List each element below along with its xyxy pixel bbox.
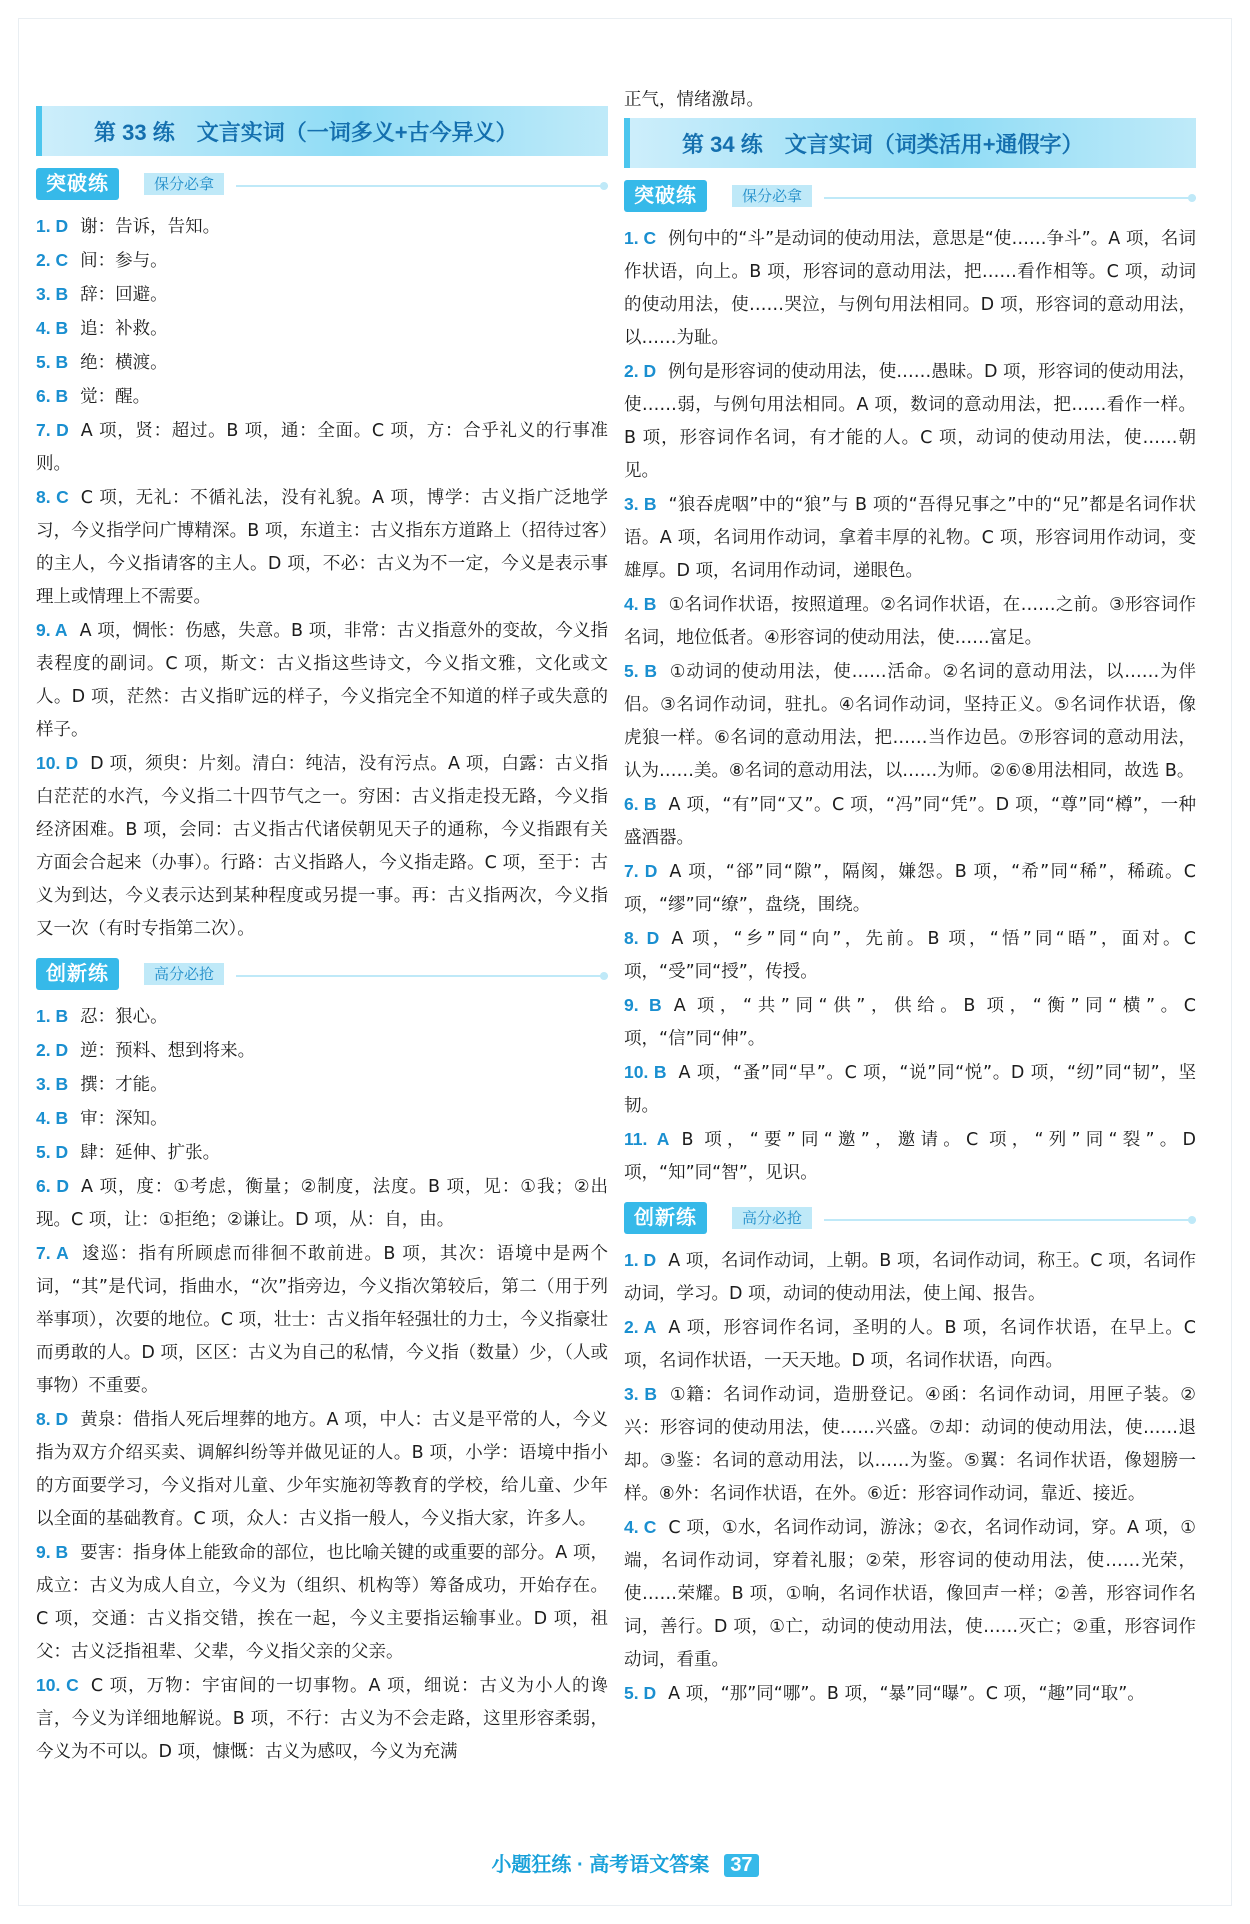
answer-item [36, 614, 608, 747]
answer-item [36, 380, 608, 414]
answer-explanation: 辞：回避。 [80, 285, 168, 305]
answer-item [36, 1000, 608, 1034]
answer-explanation: A 项，度：①考虑，衡量；②制度，法度。B 项，见：①我；②出现。C 项，让：①拒绝；②谦让。D 项，从：自，由。 [36, 1177, 608, 1230]
answer-number: 9. B [36, 1542, 69, 1562]
practice-33-title: 第 33 练 文言实词（一词多义+古今异义） [94, 120, 518, 145]
answer-number: 2. D [36, 1040, 69, 1060]
answer-number: 7. D [624, 861, 658, 881]
answer-number: 5. D [624, 1683, 657, 1703]
answer-explanation: ①动词的使动用法，使……活命。②名词的意动用法，以……为伴侣。③名词作动词，驻扎。④名词作动词，坚持正义。⑤名词作状语，像虎狼一样。⑥名词的意动用法，把……当作边邑。⑦形容词的意动用法，认为……美。⑧名词的意动用法，以……为师。②⑥⑧用法相同，故选 B。 [624, 662, 1196, 781]
answer-explanation: 绝：横渡。 [80, 353, 168, 373]
answer-number: 3. B [624, 494, 657, 514]
answer-item [624, 1056, 1196, 1123]
breakthrough-section-header [36, 168, 608, 202]
answer-item [624, 788, 1196, 855]
answer-item [624, 1677, 1196, 1711]
answer-explanation: 黄泉：借指人死后埋葬的地方。A 项，中人：古义是平常的人，今义指为双方介绍买卖、调解纠纷等并做见证的人。B 项，小学：语境中指小的方面要学习，今义指对儿童、少年实施初等教育的学校，给儿童、少年以全面的基础教育。C 项，众人：古义指一般人，今义指大家，许多人。 [36, 1410, 608, 1529]
divider-line [824, 1219, 1196, 1221]
answer-explanation: B 项，“要”同“邀”，邀请。C 项，“列”同“裂”。D 项，“知”同“智”，见识。 [624, 1130, 1197, 1183]
answer-number: 3. B [36, 1074, 69, 1094]
page-footer [0, 1848, 1250, 1888]
answer-number: 10. D [36, 753, 79, 773]
divider-dot [600, 182, 608, 190]
answer-explanation: ①名词作状语，按照道理。②名词作状语，在……之前。③形容词作名词，地位低者。④形容词的使动用法，使……富足。 [624, 595, 1196, 648]
answer-explanation: 间：参与。 [80, 251, 168, 271]
answer-explanation: D 项，须臾：片刻。清白：纯洁，没有污点。A 项，白露：古义指白茫茫的水汽，今义指二十四节气之一。穷困：古义指走投无路，今义指经济困难。B 项，会同：古义指古代诸侯朝见天子的通称，今义指跟有关方面会合起来（办事）。行路：古义指路人，今义指走路。C 项，至于：古义为到达，今义表示达到某种程度或另提一事。再：古义指两次，今义指又一次（有时专指第二次）。 [36, 754, 609, 939]
practice-34-title-bar [624, 118, 1196, 168]
answer-list [36, 1000, 608, 1769]
answer-explanation: 谢：告诉，告知。 [80, 217, 221, 237]
answer-number: 10. B [624, 1062, 667, 1082]
answer-explanation: A 项，“乡”同“向”，先前。B 项，“悟”同“晤”，面对。C 项，“受”同“授”，传授。 [624, 929, 1196, 982]
answer-item [36, 481, 608, 614]
answer-explanation: A 项，“蚤”同“早”。C 项，“说”同“悦”。D 项，“纫”同“韧”，坚韧。 [624, 1063, 1197, 1116]
innovation-tag: 创新练 [36, 958, 119, 990]
innovation-tag: 创新练 [624, 1202, 707, 1234]
answer-item [36, 1068, 608, 1102]
answer-explanation: A 项，“共”同“供”，供给。B 项，“衡”同“横”。C 项，“信”同“伸”。 [624, 996, 1196, 1049]
breakthrough-section-header [624, 180, 1196, 214]
answer-number: 9. A [36, 620, 68, 640]
answer-list [624, 1244, 1196, 1711]
answer-explanation: 例句是形容词的使动用法，使……愚昧。D 项，形容词的使动用法，使……弱，与例句用法相同。A 项，数词的意动用法，把……看作一样。B 项，形容词作名词，有才能的人。C 项，动词的使动用法，使……朝见。 [624, 362, 1196, 481]
answer-explanation: A 项，“那”同“哪”。B 项，“暴”同“曝”。C 项，“趣”同“取”。 [668, 1684, 1145, 1704]
answer-number: 5. B [36, 352, 69, 372]
divider-dot [600, 972, 608, 980]
answer-explanation: 要害：指身体上能致命的部位，也比喻关键的或重要的部分。A 项，成立：古义为成人自立，今义为（组织、机构等）筹备成功，开始存在。C 项，交通：古义指交错，挨在一起，今义主要指运输事业。D 项，祖父：古义泛指祖辈、父辈，今义指父亲的父亲。 [36, 1543, 608, 1662]
answer-number: 4. B [36, 1108, 69, 1128]
answer-number: 6. B [36, 386, 69, 406]
answer-explanation: 忍：狠心。 [80, 1007, 168, 1027]
answer-item [624, 1511, 1196, 1677]
answer-item [624, 488, 1196, 588]
answer-item [36, 278, 608, 312]
answer-number: 2. D [624, 361, 657, 381]
answer-number: 7. D [36, 420, 69, 440]
answer-item [36, 1669, 608, 1769]
answer-number: 6. D [36, 1176, 70, 1196]
answer-explanation: A 项，形容词作名词，圣明的人。B 项，名词作状语，在早上。C 项，名词作状语，一天天地。D 项，名词作状语，向西。 [624, 1318, 1196, 1371]
answer-list [36, 210, 608, 946]
breakthrough-tag: 突破练 [36, 168, 119, 200]
answer-number: 1. D [36, 216, 69, 236]
right-column [624, 86, 1196, 1711]
answer-item [36, 210, 608, 244]
answer-item [624, 922, 1196, 989]
answer-number: 2. A [624, 1317, 657, 1337]
answer-item [36, 1536, 608, 1669]
answer-explanation: A 项，“郤”同“隙”，隔阂，嫌怨。B 项，“希”同“稀”，稀疏。C 项，“缪”同“缭”，盘绕，围绕。 [624, 862, 1196, 915]
answer-item [624, 222, 1196, 355]
innovation-subtag: 高分必抢 [144, 963, 224, 985]
answer-number: 10. C [36, 1675, 79, 1695]
answer-explanation: 例句中的“斗”是动词的使动用法，意思是“使……争斗”。A 项，名词作状语，向上。B 项，形容词的意动用法，把……看作相等。C 项，动词的使动用法，使……哭泣，与例句用法相同。D 项，形容词的意动用法，以……为耻。 [624, 229, 1196, 348]
page-number: 37 [724, 1854, 758, 1877]
answer-number: 8. D [624, 928, 660, 948]
answer-item [36, 1034, 608, 1068]
answer-number: 4. C [624, 1517, 657, 1537]
answer-number: 3. B [624, 1384, 657, 1404]
answer-item [36, 1237, 608, 1403]
answer-number: 6. B [624, 794, 657, 814]
answer-explanation: C 项，无礼：不循礼法，没有礼貌。A 项，博学：古义指广泛地学习，今义指学问广博精深。B 项，东道主：古义指东方道路上（招待过客）的主人，今义指请客的主人。D 项，不必：古义为不一定，今义是表示事理上或情理上不需要。 [36, 488, 608, 607]
answer-number: 7. A [36, 1243, 69, 1263]
answer-explanation: 肆：延伸、扩张。 [80, 1143, 221, 1163]
answer-number: 1. C [624, 228, 657, 248]
innovation-section-header [624, 1202, 1196, 1236]
answer-number: 11. A [624, 1129, 670, 1149]
answer-explanation: 逆：预料、想到将来。 [80, 1041, 256, 1061]
practice-33-title-bar [36, 106, 608, 156]
answer-explanation: ①籍：名词作动词，造册登记。④函：名词作动词，用匣子装。②兴：形容词的使动用法，使……兴盛。⑦却：动词的使动用法，使……退却。③鉴：名词的意动用法，以……为鉴。⑤翼：名词作状语，像翅膀一样。⑧外：名词作状语，在外。⑥近：形容词作动词，靠近、接近。 [624, 1385, 1196, 1504]
answer-explanation: 逡巡：指有所顾虑而徘徊不敢前进。B 项，其次：语境中是两个词，“其”是代词，指曲水，“次”指旁边，今义指次第较后，第二（用于列举事项），次要的地位。C 项，壮士：古义指年轻强壮的力士，今义指豪壮而勇敢的人。D 项，区区：古义为自己的私情，今义指（数量）少，（人或事物）不重要。 [36, 1244, 608, 1396]
answer-item [624, 1123, 1196, 1190]
divider-dot [1188, 1216, 1196, 1224]
answer-explanation: A 项，惆怅：伤感，失意。B 项，非常：古义指意外的变故，今义指表程度的副词。C 项，斯文：古义指这些诗文，今义指文雅，文化或文人。D 项，茫然：古义指旷远的样子，今义指完全不知道的样子或失意的样子。 [36, 621, 608, 740]
innovation-subtag: 高分必抢 [732, 1207, 812, 1229]
answer-explanation: “狼吞虎咽”中的“狼”与 B 项的“吾得兄事之”中的“兄”都是名词作状语。A 项，名词用作动词，拿着丰厚的礼物。C 项，形容词用作动词，变雄厚。D 项，名词用作动词，递眼色。 [624, 495, 1196, 581]
answer-explanation: A 项，贤：超过。B 项，通：全面。C 项，方：合乎礼义的行事准则。 [36, 421, 608, 474]
continued-text: 正气，情绪激昂。 [624, 90, 764, 110]
answer-number: 5. B [624, 661, 657, 681]
answer-number: 4. B [36, 318, 69, 338]
answer-item [624, 1311, 1196, 1378]
answer-explanation: A 项，“有”同“又”。C 项，“冯”同“凭”。D 项，“尊”同“樽”，一种盛酒器。 [624, 795, 1196, 848]
divider-dot [1188, 194, 1196, 202]
answer-explanation: 审：深知。 [80, 1109, 168, 1129]
answer-number: 1. B [36, 1006, 69, 1026]
answer-item [36, 312, 608, 346]
answer-item [624, 588, 1196, 655]
answer-item [624, 655, 1196, 788]
answer-item [36, 747, 608, 946]
answer-explanation: C 项，①水，名词作动词，游泳；②衣，名词作动词，穿。A 项，①端，名词作动词，穿着礼服；②荣，形容词的使动用法，使……光荣，使……荣耀。B 项，①响，名词作状语，像回声一样；②善，形容词作名词，善行。D 项，①亡，动词的使动用法，使……灭亡；②重，形容词作动词，看重。 [624, 1518, 1196, 1670]
divider-line [236, 975, 608, 977]
answer-explanation: A 项，名词作动词，上朝。B 项，名词作动词，称王。C 项，名词作动词，学习。D 项，动词的使动用法，使上闻、报告。 [624, 1251, 1196, 1304]
answer-item [624, 1378, 1196, 1511]
answer-item [624, 855, 1196, 922]
answer-item [36, 1102, 608, 1136]
breakthrough-subtag: 保分必拿 [732, 185, 812, 207]
answer-item [36, 1403, 608, 1536]
answer-item [36, 1170, 608, 1237]
answer-number: 2. C [36, 250, 69, 270]
practice-34-title: 第 34 练 文言实词（词类活用+通假字） [682, 132, 1084, 157]
answer-number: 9. B [624, 995, 662, 1015]
answer-number: 8. C [36, 487, 69, 507]
answer-number: 4. B [624, 594, 657, 614]
answer-item [36, 1136, 608, 1170]
answer-item [624, 989, 1196, 1056]
answer-number: 5. D [36, 1142, 69, 1162]
answer-number: 1. D [624, 1250, 657, 1270]
answer-item [624, 1244, 1196, 1311]
divider-line [824, 197, 1196, 199]
answer-explanation: C 项，万物：宇宙间的一切事物。A 项，细说：古义为小人的谗言，今义为详细地解说。B 项，不行：古义为不会走路，这里形容柔弱，今义为不可以。D 项，慷慨：古义为感叹，今义为充满 [36, 1676, 608, 1762]
answer-explanation: 觉：醒。 [80, 387, 151, 407]
footer-title: 小题狂练 · 高考语文答案 [491, 1854, 710, 1876]
innovation-section-header [36, 958, 608, 992]
answer-list [624, 222, 1196, 1190]
breakthrough-subtag: 保分必拿 [144, 173, 224, 195]
answer-number: 8. D [36, 1409, 69, 1429]
left-column [36, 96, 608, 1769]
breakthrough-tag: 突破练 [624, 180, 707, 212]
answer-explanation: 撰：才能。 [80, 1075, 168, 1095]
divider-line [236, 185, 608, 187]
answer-explanation: 追：补救。 [80, 319, 168, 339]
answer-number: 3. B [36, 284, 69, 304]
answer-item [36, 346, 608, 380]
answer-item [36, 414, 608, 481]
answer-item [624, 355, 1196, 488]
answer-item [36, 244, 608, 278]
